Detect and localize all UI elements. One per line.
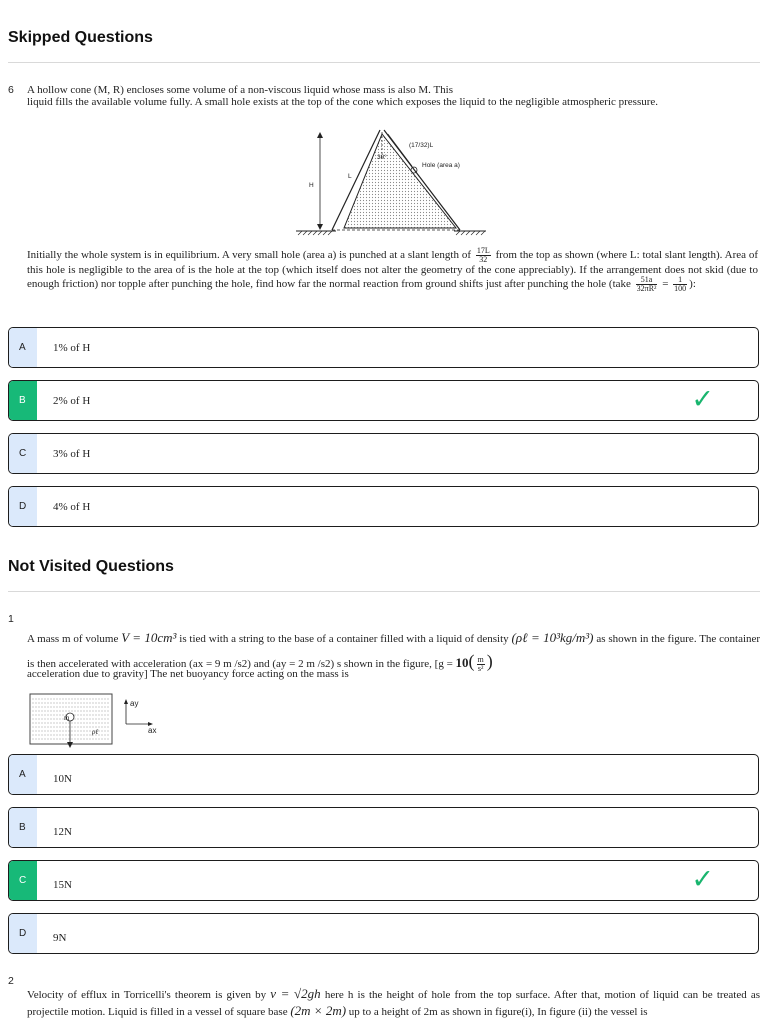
option-a[interactable] xyxy=(8,327,759,368)
question-text-part: Initially the whole system is in equilibrium. A very small hole (area a) is punched at a slant length of xyxy=(27,249,471,262)
math-efflux: v = √2gh xyxy=(270,986,321,1001)
checkmark-icon: ✓ xyxy=(691,864,714,895)
question-text-part: ): xyxy=(689,278,696,291)
cone-figure xyxy=(296,124,486,238)
equals-sign: = xyxy=(662,278,669,291)
fraction-denominator: 32πR² xyxy=(636,284,657,293)
section-title-skipped: Skipped Questions xyxy=(8,29,153,46)
fraction-denominator: 32 xyxy=(479,255,488,264)
question-text-line: liquid fills the available volume fully. A small hole exists at the top of the cone which exposes the liquid to the negligible atmospheric pressure. xyxy=(27,95,659,108)
label-H: H xyxy=(309,182,314,189)
option-c[interactable] xyxy=(8,433,759,474)
math-density: (ρℓ = 10³kg/m³) xyxy=(511,630,594,645)
option-text: 2% of H xyxy=(53,395,91,407)
fraction-denominator: s² xyxy=(477,663,484,673)
question-text-part: up to a height of 2m as shown in figure(i), In figure (ii) the vessel is xyxy=(348,1006,648,1018)
question-text-part: from ground shifts just after punching the hole (take xyxy=(401,278,631,291)
height-arrow-head xyxy=(317,132,323,138)
option-text: 1% of H xyxy=(53,342,91,354)
option-text: 4% of H xyxy=(53,501,91,513)
fraction-ratio xyxy=(673,276,687,293)
question-text-line: acceleration due to gravity] The net buoyancy force acting on the mass is xyxy=(27,668,349,680)
question-text-part: is tied with a string to the base of a container filled with a liquid of density xyxy=(179,633,509,645)
option-d[interactable] xyxy=(8,486,759,527)
section-divider xyxy=(8,591,760,592)
ground-hatch xyxy=(298,231,485,235)
fraction-denominator: 100 xyxy=(674,284,687,293)
checkmark-icon: ✓ xyxy=(691,384,714,415)
label-hole: Hole (area a) xyxy=(422,162,460,169)
question-text-part: here h is the height of hole from the top surface. After that, motion of liquid can be xyxy=(324,989,713,1001)
option-letter: D xyxy=(9,487,37,526)
question-text-line: A hollow cone (M, R) encloses some volume of a non-viscous liquid whose mass is also M. This xyxy=(27,84,454,96)
label-ax: ax xyxy=(148,726,157,735)
question-text-part: as shown in xyxy=(596,633,649,645)
question-text-part: treated as projectile motion. Liquid is filled in a vessel of square base xyxy=(27,989,761,1018)
cone-liquid xyxy=(344,134,456,228)
label-L: L xyxy=(348,173,352,180)
question-text xyxy=(27,986,760,1020)
question-paragraph xyxy=(27,247,758,293)
fraction-area xyxy=(636,276,658,293)
option-letter: D xyxy=(9,914,37,953)
fraction-slant xyxy=(476,247,491,264)
option-c[interactable] xyxy=(8,860,759,901)
question-text-part: the figure. The container is then accelerated with acceleration (ax = 9 m /s2) and (ay = 2 m /s2) s shown in the figure, [g = xyxy=(27,633,761,670)
fraction-numerator: 17L xyxy=(476,246,490,255)
option-letter: A xyxy=(9,755,37,794)
question-text-part: A mass m of volume xyxy=(27,633,119,645)
section-divider xyxy=(8,62,760,63)
paren-open: ( xyxy=(468,651,475,671)
option-text: 15N xyxy=(53,879,72,891)
paren-close: ) xyxy=(486,651,493,671)
option-b[interactable] xyxy=(8,380,759,421)
question-number: 1 xyxy=(8,613,14,625)
math-volume: V = 10cm³ xyxy=(121,630,177,645)
question-text-part: Velocity of efflux in Torricelli's theorem is given by xyxy=(27,989,267,1001)
label-ay: ay xyxy=(130,699,139,708)
option-letter: C xyxy=(9,861,37,900)
height-arrow-tail xyxy=(317,224,323,230)
fraction-numerator: 1 xyxy=(673,276,687,285)
option-d[interactable] xyxy=(8,913,759,954)
question-text-part: from the top as shown (where L: total slant length). Area of this hole is negligible to the area of is the hole at the top (which itself does not alter the geometry of the cone appreciably). If the arrangement does not skid (due to enough friction) nor topple after punching the hole, find how far the normal reaction xyxy=(27,249,758,291)
label-mass: m xyxy=(64,714,70,722)
question-number: 6 xyxy=(8,84,14,96)
option-text: 3% of H xyxy=(53,448,91,460)
option-b[interactable] xyxy=(8,807,759,848)
option-letter: B xyxy=(9,808,37,847)
option-text: 10N xyxy=(53,773,72,785)
option-letter: C xyxy=(9,434,37,473)
math-base: (2m × 2m) xyxy=(290,1003,347,1018)
label-angle: 30° xyxy=(377,154,387,161)
option-a[interactable] xyxy=(8,754,759,795)
label-slant: (17/32)L xyxy=(409,142,434,149)
math-g-value: 10 xyxy=(455,655,469,670)
label-density: ρℓ xyxy=(92,728,99,736)
question-text xyxy=(27,85,758,108)
ay-arrow-head xyxy=(124,699,128,704)
question-number: 2 xyxy=(8,975,14,987)
container-figure xyxy=(28,692,168,748)
string-arrow xyxy=(67,742,73,748)
option-letter: A xyxy=(9,328,37,367)
fraction-numerator: m xyxy=(477,654,484,664)
option-text: 12N xyxy=(53,826,72,838)
option-text: 9N xyxy=(53,932,67,944)
option-letter: B xyxy=(9,381,37,420)
fraction-numerator: 51a xyxy=(636,276,658,285)
section-title-not-visited: Not Visited Questions xyxy=(8,558,174,575)
